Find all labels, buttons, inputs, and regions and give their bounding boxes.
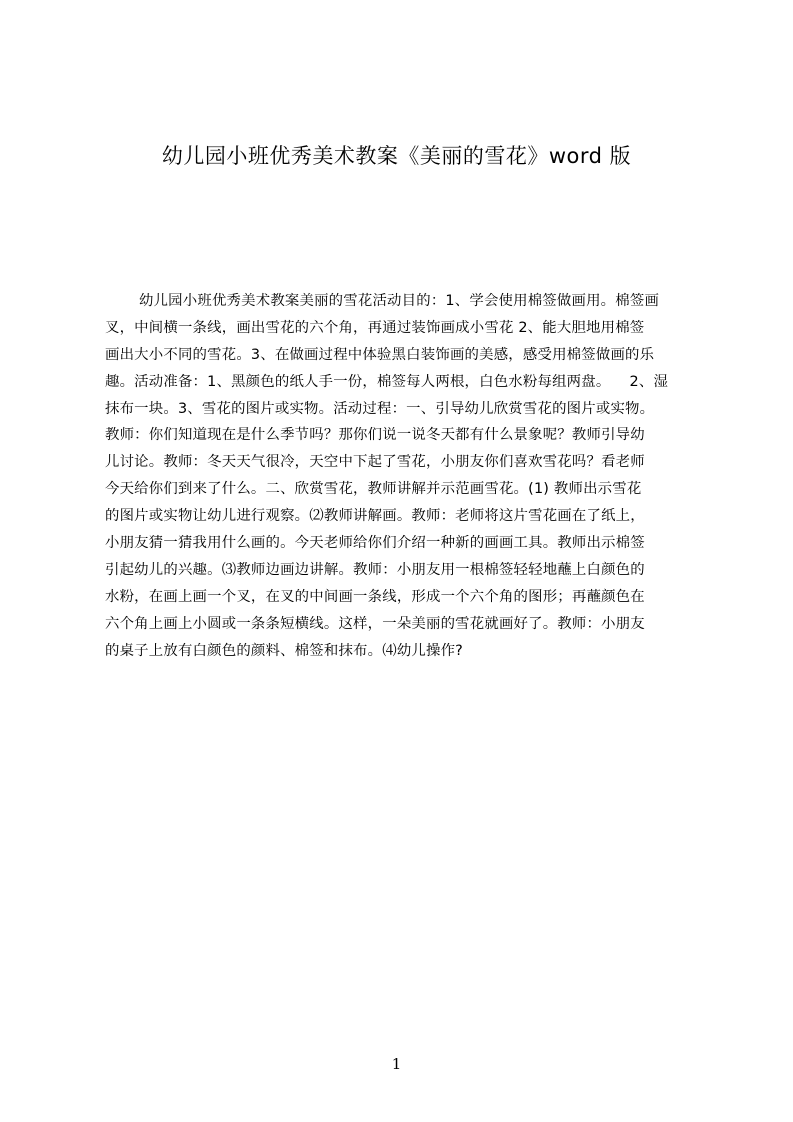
- paragraph-line: 教师：你们知道现在是什么季节吗？那你们说一说冬天都有什么景象呢？教师引导幼: [105, 427, 645, 444]
- paragraph-line: 六个角上画上小圆或一条条短横线。这样，一朵美丽的雪花就画好了。教师：小朋友: [105, 615, 645, 632]
- body-paragraph: [105, 288, 697, 668]
- paragraph-line: 引起幼儿的兴趣。⑶教师边画边讲解。教师：小朋友用一根棉签轻轻地蘸上白颜色的: [105, 561, 645, 578]
- document-title: 幼儿园小班优秀美术教案《美丽的雪花》word 版: [161, 144, 632, 168]
- paragraph-line: 画出大小不同的雪花。3、在做画过程中体验黑白装饰画的美感，感受用棉签做画的乐: [105, 346, 655, 363]
- paragraph-line: 趣。活动准备：1、黑颜色的纸人手一份，棉签每人两根，白色水粉每组两盘。 2、湿: [105, 373, 669, 390]
- paragraph-line: 儿讨论。教师：冬天天气很冷，天空中下起了雪花，小朋友你们喜欢雪花吗？看老师: [105, 454, 645, 471]
- paragraph-line: 的桌子上放有白颜色的颜料、棉签和抹布。⑷幼儿操作?: [105, 642, 464, 659]
- paragraph-line: 小朋友猜一猜我用什么画的。今天老师给你们介绍一种新的画画工具。教师出示棉签: [105, 535, 645, 552]
- paragraph-line: 抹布一块。3、雪花的图片或实物。活动过程：一、引导幼儿欣赏雪花的图片或实物。: [105, 400, 655, 417]
- paragraph-line: 幼儿园小班优秀美术教案美丽的雪花活动目的：1、学会使用棉签做画用。棉签画: [139, 293, 660, 309]
- paragraph-line: 今天给你们到来了什么。二、欣赏雪花，教师讲解并示范画雪花。(1) 教师出示雪花: [105, 481, 642, 498]
- paragraph-line: 水粉，在画上画一个叉，在叉的中间画一条线，形成一个六个角的图形；再蘸颜色在: [105, 588, 645, 605]
- page-number: 1: [391, 1055, 402, 1073]
- paragraph-line: 叉，中间横一条线，画出雪花的六个角，再通过装饰画成小雪花 2、能大胆地用棉签: [105, 319, 645, 336]
- paragraph-line: 的图片或实物让幼儿进行观察。⑵教师讲解画。教师：老师将这片雪花画在了纸上，: [105, 508, 645, 525]
